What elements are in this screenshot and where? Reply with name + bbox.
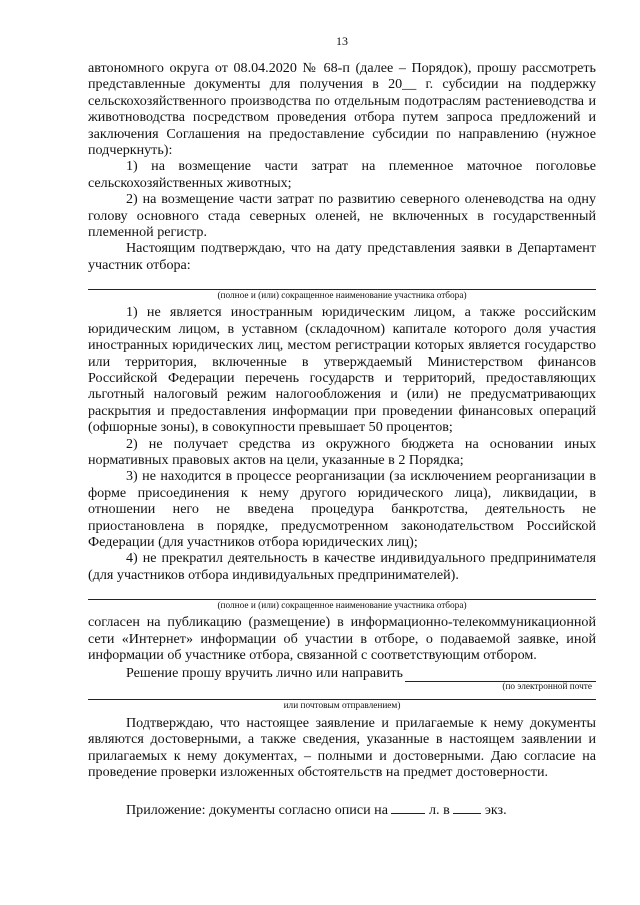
copies-label: экз. xyxy=(484,802,507,819)
item-2: 2) не получает средства из окружного бюджета на основании иных нормативных правовых актов на цели, указанные в 2 Порядка; xyxy=(88,435,596,468)
confirm-paragraph: Настоящим подтверждаю, что на дату представления заявки в Департамент участник отбора: xyxy=(88,240,596,273)
email-caption: (по электронной почте xyxy=(502,681,592,692)
participant-name-caption-2: (полное и (или) сокращенное наименование участника отбора) xyxy=(217,601,467,612)
option-1: 1) на возмещение части затрат на племенное маточное поголовье сельскохозяйственных животных; xyxy=(88,158,596,191)
participant-name-caption-1: (полное и (или) сокращенное наименование участника отбора) xyxy=(217,291,467,302)
reliability-paragraph: Подтверждаю, что настоящее заявление и прилагаемые к нему документы являются достоверными, а также сведения, указанные в настоящем заявлении и прилагаемых к нему документах, – полными и достоверными. Даю согласие на проведение проверки изложенных обстоятельств на предмет достоверности. xyxy=(88,714,596,781)
delivery-line-2 xyxy=(88,699,596,700)
attachment-label: Приложение: документы согласно описи на xyxy=(126,802,388,819)
delivery-label: Решение прошу вручить лично или направить xyxy=(126,665,403,682)
option-2: 2) на возмещение части затрат по развитию северного оленеводства на одну голову основного стада северных оленей, не включенных в государственный племенной регистр. xyxy=(88,191,596,241)
consent-paragraph: согласен на публикацию (размещение) в информационно-телекоммуникационной сети «Интернет» информации об участии в отборе, о подаваемой заявке, иной информации об участнике отбора, связанной с соответствующим отбором. xyxy=(88,614,596,663)
postal-caption: или почтовым отправлением) xyxy=(283,700,401,711)
attachment-line xyxy=(88,802,596,818)
copies-blank xyxy=(453,802,481,814)
item-4: 4) не прекратил деятельность в качестве индивидуального предпринимателя (для участников отбора индивидуальных предпринимателей). xyxy=(88,550,596,583)
item-1: 1) не является иностранным юридическим лицом, а также российским юридическим лицом, в уставном (складочном) капитале которого доля участия иностранных юридических лиц, местом регистрации которых является государство или территория, включенные в утверждаемый Министерством финансов Российской Федерации перечень государств и территорий, предоставляющих льготный налоговый режим налогообложения и (или) не предусматривающих раскрытия и предоставления информации при проведении финансовых операций (офшорные зоны), в совокупности превышает 50 процентов; xyxy=(88,304,596,436)
intro-paragraph: автономного округа от 08.04.2020 № 68-п (далее – Порядок), прошу рассмотреть представленные документы для получения в 20__ г. субсидии на поддержку сельскохозяйственного производства по отдельным подотраслям растениеводства и животноводства посредством проведения отбора путем запроса предложений и заключения Соглашения на предоставление субсидии по направлению (нужное подчеркнуть): xyxy=(88,60,596,159)
sheets-label: л. в xyxy=(429,802,450,819)
item-3: 3) не находится в процессе реорганизации (за исключением реорганизации в форме присоединения к нему другого юридического лица), ликвидации, в отношении него не введена процедура банкротства, деятельность не приостановлена в порядке, предусмотренном законодательством Российской Федерации (для участников отбора юридических лиц); xyxy=(88,468,596,550)
delivery-blank xyxy=(405,668,596,682)
document-page xyxy=(88,0,596,905)
delivery-line xyxy=(88,665,596,681)
page-number: 13 xyxy=(336,34,348,48)
sheets-blank xyxy=(391,802,425,814)
document-body xyxy=(88,60,596,819)
